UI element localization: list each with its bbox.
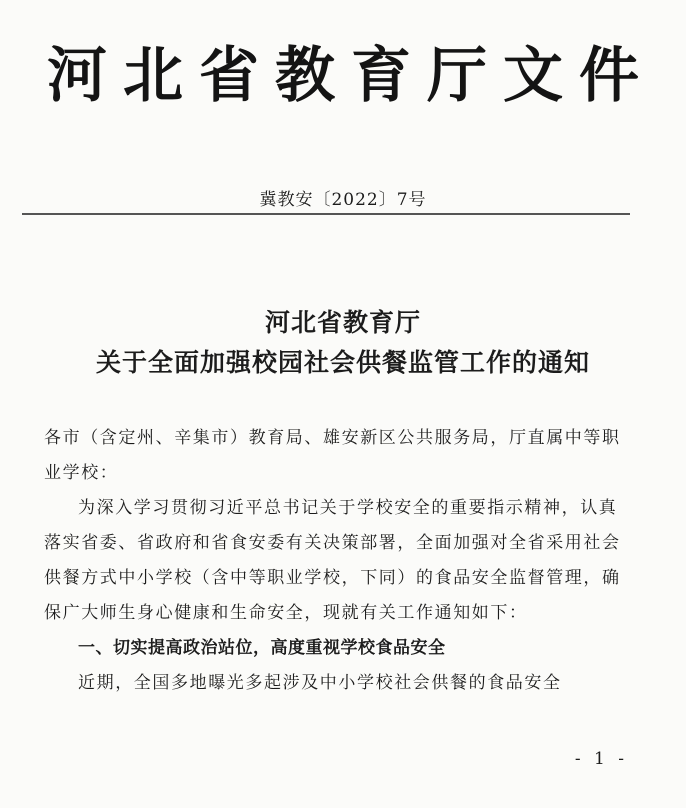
masthead-title: 河北省教育厅文件 xyxy=(47,41,655,111)
document-number: 冀教安〔2022〕7号 xyxy=(259,190,427,210)
document-body xyxy=(44,421,634,701)
red-header-rule xyxy=(22,213,630,215)
intro-paragraph: 为深入学习贯彻习近平总书记关于学校安全的重要指示精神，认真落实省委、省政府和省食安委有关决策部署，全面加强对全省采用社会供餐方式中小学校（含中等职业学校，下同）的食品安全监督管理，确保广大师生身心健康和生命安全，现就有关工作通知如下： xyxy=(44,498,621,623)
notice-title-line2: 关于全面加强校园社会供餐监管工作的通知 xyxy=(95,348,590,377)
recipients: 各市（含定州、辛集市）教育局、雄安新区公共服务局，厅直属中等职业学校： xyxy=(44,428,621,483)
section-heading-1: 一、切实提高政治站位，高度重视学校食品安全 xyxy=(78,638,446,658)
page-number: - 1 - xyxy=(574,749,628,769)
notice-title-line1: 河北省教育厅 xyxy=(264,308,421,337)
section-1-paragraph: 近期，全国多地曝光多起涉及中小学校社会供餐的食品安全 xyxy=(78,673,562,693)
